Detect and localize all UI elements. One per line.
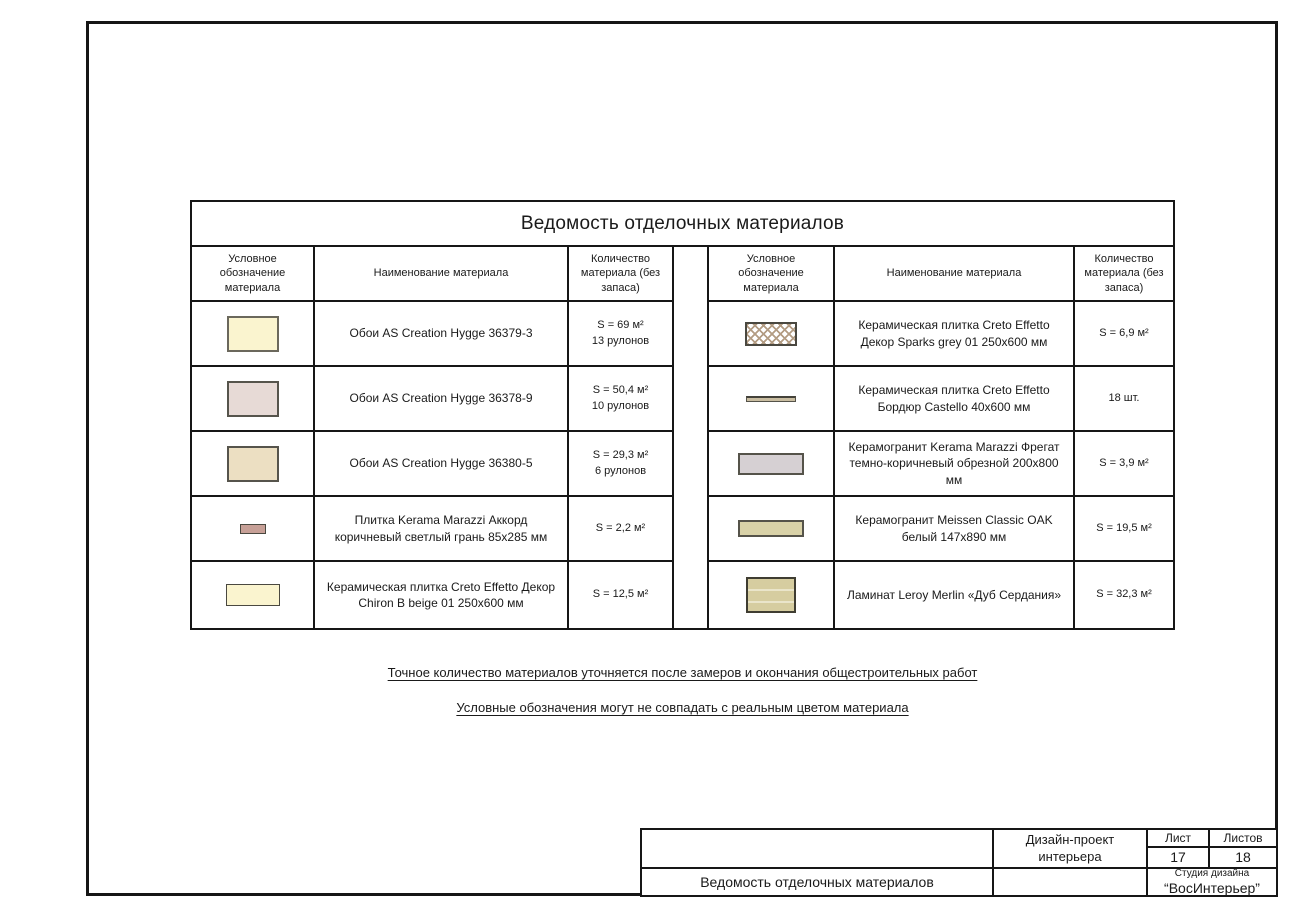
material-name: Обои AS Creation Hygge 36380-5 bbox=[315, 432, 569, 495]
column-header-quantity: Количество материала (без запаса) bbox=[1084, 253, 1164, 294]
quantity-area: S = 3,9 м² bbox=[1099, 456, 1149, 469]
table-row bbox=[709, 562, 1173, 628]
material-quantity bbox=[1075, 497, 1173, 560]
quantity-area: S = 69 м² bbox=[597, 318, 644, 331]
material-name: Обои AS Creation Hygge 36378-9 bbox=[315, 367, 569, 430]
material-swatch-icon bbox=[745, 322, 797, 346]
table-row bbox=[709, 432, 1173, 497]
table-row bbox=[192, 497, 672, 562]
sheets-total-label: Листов bbox=[1210, 830, 1276, 848]
studio-cell bbox=[1148, 869, 1276, 895]
material-quantity bbox=[1075, 302, 1173, 365]
document-title-cell: Ведомость отделочных материалов bbox=[642, 869, 994, 895]
column-header-symbol: Условное обозначение материала bbox=[192, 247, 315, 300]
material-name: Плитка Kerama Marazzi Аккорд коричневый светлый грань 85х285 мм bbox=[315, 497, 569, 560]
table-row bbox=[192, 302, 672, 367]
quantity-area: S = 32,3 м² bbox=[1096, 588, 1152, 601]
material-quantity bbox=[569, 562, 672, 628]
sheets-total-cell bbox=[1210, 830, 1276, 869]
material-quantity bbox=[569, 497, 672, 560]
material-quantity bbox=[1075, 367, 1173, 430]
quantity-area: S = 6,9 м² bbox=[1099, 326, 1149, 339]
studio-name: “ВосИнтерьер” bbox=[1164, 879, 1260, 896]
materials-table bbox=[190, 200, 1175, 630]
material-swatch-icon bbox=[738, 453, 804, 475]
materials-group-left bbox=[192, 247, 672, 628]
quantity-units: 6 рулонов bbox=[594, 464, 647, 477]
note-colors bbox=[190, 700, 1175, 715]
sheet-cell bbox=[1148, 830, 1210, 869]
quantity-area: S = 29,3 м² bbox=[592, 448, 649, 461]
table-title: Ведомость отделочных материалов bbox=[192, 202, 1173, 247]
column-header-quantity: Количество материала (без запаса) bbox=[580, 253, 661, 294]
table-row bbox=[192, 367, 672, 432]
material-name: Обои AS Creation Hygge 36379-3 bbox=[315, 302, 569, 365]
quantity-area: S = 2,2 м² bbox=[595, 521, 646, 534]
quantity-count: 18 шт. bbox=[1108, 391, 1140, 404]
studio-label: Студия дизайна bbox=[1174, 868, 1250, 880]
sheet-number: 17 bbox=[1170, 848, 1186, 865]
table-row bbox=[192, 432, 672, 497]
column-header-symbol: Условное обозначение материала bbox=[709, 247, 835, 300]
material-swatch-icon bbox=[227, 446, 279, 482]
project-type-cell bbox=[994, 830, 1148, 869]
material-name: Керамическая плитка Creto Effetto Бордюр Castello 40х600 мм bbox=[835, 367, 1075, 430]
material-swatch-icon bbox=[227, 381, 279, 417]
material-quantity bbox=[1075, 562, 1173, 628]
quantity-area: S = 12,5 м² bbox=[592, 588, 649, 601]
material-name: Ламинат Leroy Merlin «Дуб Сердания» bbox=[835, 562, 1075, 628]
material-quantity bbox=[1075, 432, 1173, 495]
material-swatch-icon bbox=[746, 396, 796, 402]
title-block-empty-cell bbox=[994, 869, 1148, 895]
material-name: Керамогранит Kerama Marazzi Фрегат темно-коричневый обрезной 200х800 мм bbox=[835, 432, 1075, 495]
material-quantity bbox=[569, 302, 672, 365]
material-swatch-icon bbox=[738, 520, 804, 537]
project-type-line2: интерьера bbox=[1038, 848, 1102, 864]
title-block bbox=[640, 828, 1278, 897]
material-swatch-icon bbox=[746, 577, 796, 613]
table-row bbox=[709, 367, 1173, 432]
material-name: Керамогранит Meissen Classic OAK белый 147х890 мм bbox=[835, 497, 1075, 560]
sheets-total-number: 18 bbox=[1235, 848, 1251, 865]
material-quantity bbox=[569, 432, 672, 495]
material-swatch-icon bbox=[227, 316, 279, 352]
quantity-units: 10 рулонов bbox=[591, 399, 650, 412]
materials-group-right bbox=[709, 247, 1173, 628]
material-swatch-icon bbox=[226, 584, 280, 606]
quantity-area: S = 19,5 м² bbox=[1096, 521, 1152, 534]
project-type-line1: Дизайн-проект bbox=[1025, 831, 1115, 847]
material-quantity bbox=[569, 367, 672, 430]
note-text: Точное количество материалов уточняется после замеров и окончания общестроительных работ bbox=[387, 665, 978, 680]
note-quantities bbox=[190, 665, 1175, 680]
quantity-units: 13 рулонов bbox=[591, 334, 650, 347]
table-group-divider bbox=[672, 247, 709, 628]
table-row bbox=[192, 562, 672, 628]
sheet-label: Лист bbox=[1148, 830, 1208, 848]
material-name: Керамическая плитка Creto Effetto Декор Chiron B beige 01 250х600 мм bbox=[315, 562, 569, 628]
note-text: Условные обозначения могут не совпадать с реальным цветом материала bbox=[456, 700, 909, 715]
quantity-area: S = 50,4 м² bbox=[592, 383, 649, 396]
title-block-empty-cell bbox=[642, 830, 994, 869]
table-row bbox=[709, 302, 1173, 367]
column-header-name: Наименование материала bbox=[835, 247, 1075, 300]
material-name: Керамическая плитка Creto Effetto Декор Sparks grey 01 250х600 мм bbox=[835, 302, 1075, 365]
material-swatch-icon bbox=[240, 524, 266, 534]
table-row bbox=[709, 497, 1173, 562]
column-header-name: Наименование материала bbox=[315, 247, 569, 300]
